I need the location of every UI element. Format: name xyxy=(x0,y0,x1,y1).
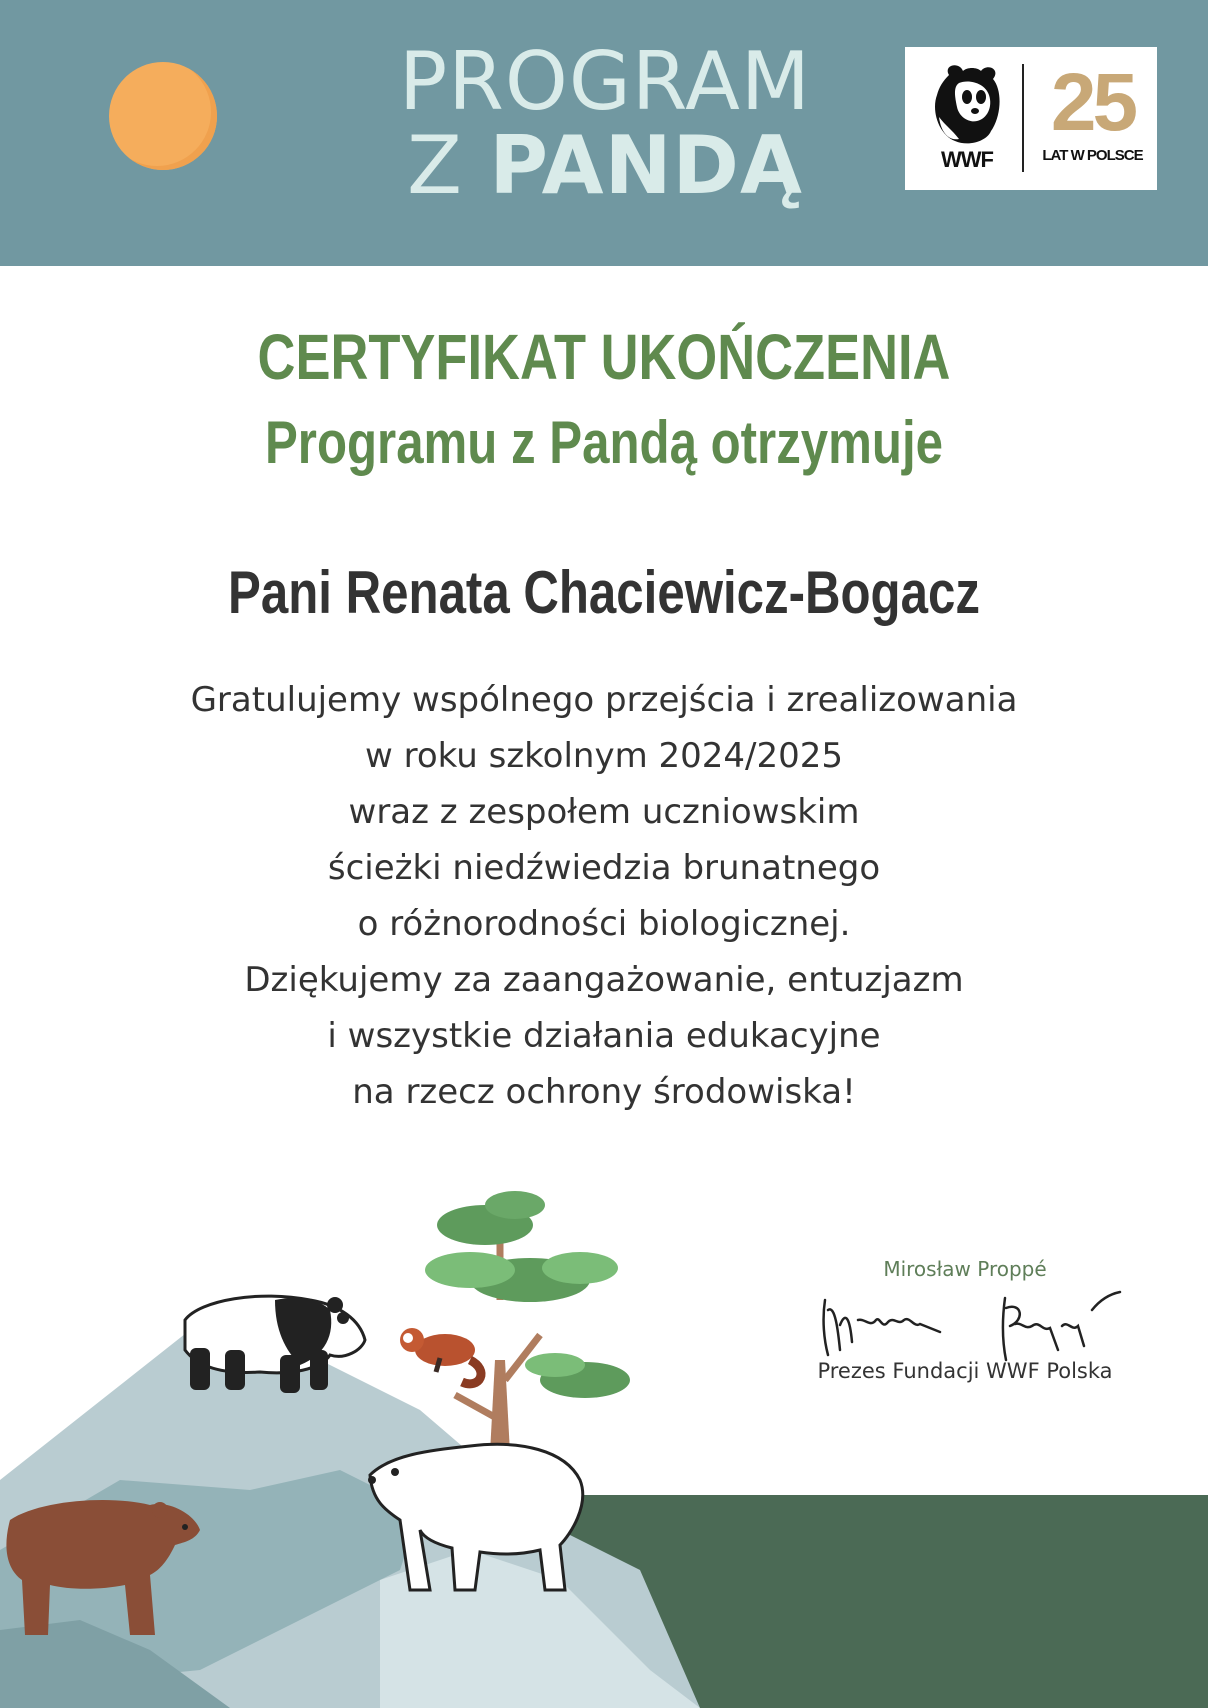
certificate-body xyxy=(0,672,1208,1120)
recipient-name: Pani Renata Chaciewicz-Bogacz xyxy=(228,559,980,626)
body-line: i wszystkie działania edukacyjne xyxy=(327,1016,881,1056)
signatory-name: Mirosław Proppé xyxy=(883,1257,1047,1281)
certificate-title: CERTYFIKAT UKOŃCZENIA xyxy=(257,321,951,393)
header-banner xyxy=(0,0,1208,266)
handwritten-signature xyxy=(810,1280,1140,1370)
body-line: w roku szkolnym 2024/2025 xyxy=(364,736,844,776)
body-line: na rzecz ochrony środowiska! xyxy=(352,1072,856,1112)
certificate-subtitle: Programu z Pandą otrzymuje xyxy=(264,409,944,476)
panda-logo-icon xyxy=(929,61,1005,147)
program-title-line1: PROGRAM xyxy=(399,35,811,128)
wwf-logo xyxy=(905,47,1157,190)
anniversary-number: 25 xyxy=(1050,57,1135,148)
body-line: Gratulujemy wspólnego przejścia i zrealizowania xyxy=(190,680,1018,720)
wwf-brand-text: WWF xyxy=(941,147,993,172)
sun-icon xyxy=(109,62,217,170)
body-line: wraz z zespołem uczniowskim xyxy=(348,792,860,832)
program-title-line2 xyxy=(330,119,880,212)
logo-divider xyxy=(1022,64,1024,172)
program-title xyxy=(330,35,880,212)
body-line: Dziękujemy za zaangażowanie, entuzjazm xyxy=(244,960,964,1000)
animals-illustration xyxy=(0,1150,1208,1708)
anniversary-text: LAT W POLSCE xyxy=(1042,147,1143,164)
body-line: o różnorodności biologicznej. xyxy=(357,904,851,944)
red-panda-icon xyxy=(400,1328,481,1384)
program-title-bold: PANDĄ xyxy=(489,119,803,212)
signatory-role: Prezes Fundacji WWF Polska xyxy=(817,1359,1113,1383)
body-line: ścieżki niedźwiedzia brunatnego xyxy=(327,848,881,888)
program-title-prefix: Z xyxy=(407,119,463,212)
